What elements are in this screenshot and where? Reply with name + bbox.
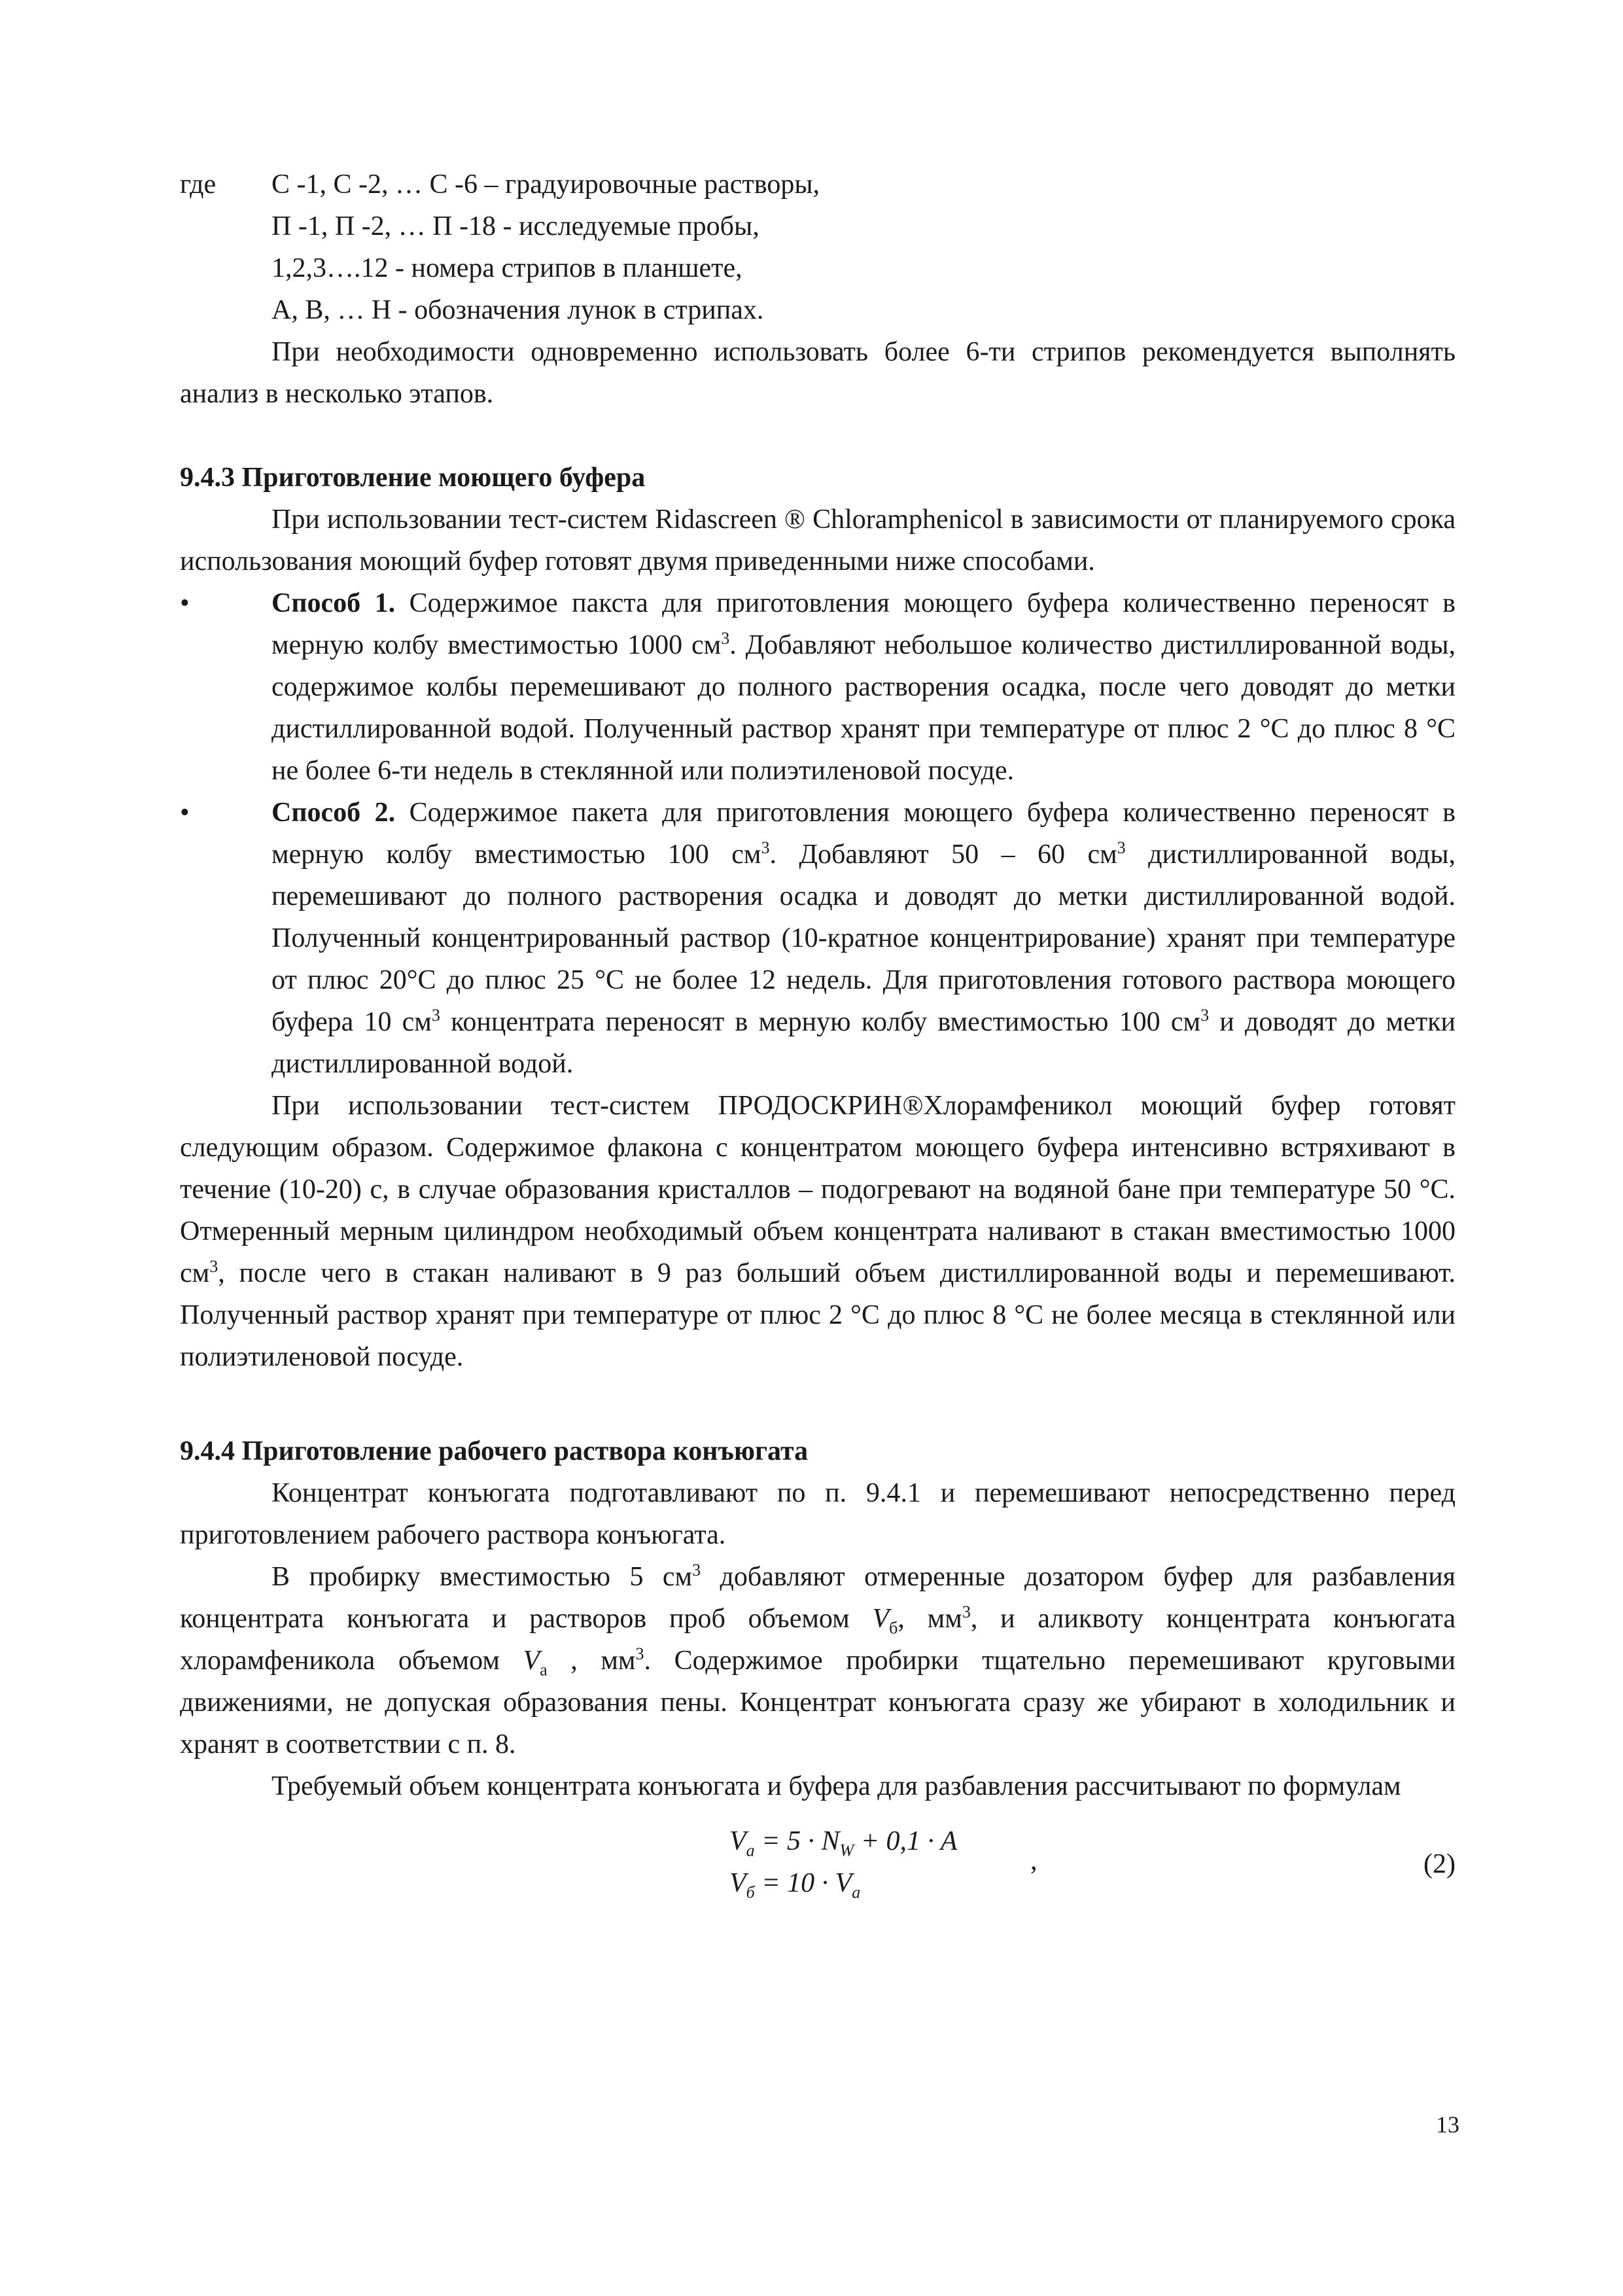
text-span: , после чего в стакан наливают в 9 раз больший объем дистиллированной воды и перемешивают. Полученный раствор хранят при температуре от плюс 2 °С до плюс 8 °С не более месяца в стеклянной или полиэтиленовой посуде.	[180, 1258, 1456, 1372]
formula-sub: б	[746, 1882, 755, 1902]
superscript: 3	[635, 1644, 644, 1663]
method-1-item	[180, 582, 1456, 792]
section-944-p3: Требуемый объем концентрата конъюгата и буфера для разбавления рассчитывают по формулам	[271, 1771, 1401, 1801]
section-heading-944: 9.4.4 Приготовление рабочего раствора конъюгата	[180, 1436, 809, 1466]
superscript: 3	[761, 838, 770, 857]
superscript: 3	[962, 1602, 971, 1621]
superscript: 3	[431, 1006, 440, 1025]
legend-line: А, В, … Н - обозначения лунок в стрипах.	[271, 295, 764, 325]
formula-block	[180, 1814, 1456, 1912]
superscript: 3	[1117, 838, 1126, 857]
formula-line-1	[729, 1820, 957, 1862]
page-number: 13	[1436, 2111, 1459, 2138]
text-span: . Добавляют 50 – 60 см	[769, 839, 1117, 870]
section-944-p2	[180, 1556, 1456, 1765]
formula-text: + 0,1 · A	[854, 1826, 958, 1856]
prodoskrin-paragraph	[180, 1085, 1456, 1378]
text-span: . Добавляют небольшое количество дистиллированной воды, содержимое колбы перемешивают до полного растворения осадка, после чего доводят до метки дистиллированной водой. Полученный раствор хранят при температуре от плюс 2 °С до плюс 8 °С не более 6-ти недель в стеклянной или полиэтиленовой посуде.	[271, 630, 1456, 786]
formula-comma: ,	[1030, 1846, 1038, 1876]
text-span: концентрата переносят в мерную колбу вместимостью 100 см	[440, 1007, 1201, 1037]
formula-sub: a	[852, 1882, 861, 1902]
text-span: В пробирку вместимостью 5 см	[271, 1562, 693, 1592]
formula-var: V	[729, 1868, 746, 1898]
formula-sub: a	[746, 1841, 755, 1860]
formula-text: = 5 · N	[754, 1826, 840, 1856]
intro-paragraph: При необходимости одновременно использовать более 6-ти стрипов рекомендуется выполнять анализ в несколько этапов.	[180, 337, 1456, 409]
text-span: . Содержимое пробирки тщательно перемешивают круговыми движениями, не допуская образования пены. Концентрат конъюгата сразу же убирают в холодильник и хранят в соответствии с п. 8.	[180, 1646, 1456, 1759]
variable: V	[523, 1646, 540, 1676]
formula-number: (2)	[1423, 1849, 1456, 1879]
formula-line-2	[729, 1862, 957, 1904]
formula-sub: W	[839, 1841, 854, 1860]
legend-line: П -1, П -2, … П -18 - исследуемые пробы,	[271, 211, 759, 241]
legend-lines	[271, 164, 1456, 331]
superscript: 3	[209, 1257, 218, 1276]
text-span: Содержимое пакста для приготовления моющего буфера количественно переносят в мерную колбу вместимостью 1000 см	[271, 588, 1456, 660]
section-944-p1: Концентрат конъюгата подготавливают по п. 9.4.1 и перемешивают непосредственно перед приготовлением рабочего раствора конъюгата.	[180, 1478, 1456, 1550]
formula-var: V	[729, 1826, 746, 1856]
method-1-label: Способ 1.	[271, 588, 396, 618]
legend-key: где	[180, 169, 217, 200]
method-2-label: Способ 2.	[271, 798, 396, 828]
text-span: добавляют отмеренные дозатором буфер для разбавления концентрата конъюгата и растворов проб объемом	[180, 1562, 1456, 1634]
subscript: б	[889, 1618, 898, 1638]
bullet-icon: •	[180, 588, 190, 618]
text-span: , мм	[547, 1646, 636, 1676]
formula-lines	[729, 1820, 957, 1904]
method-1-text	[271, 582, 1456, 792]
superscript: 3	[1200, 1006, 1210, 1025]
method-2-text	[271, 792, 1456, 1085]
method-2-item	[180, 792, 1456, 1085]
text-span: При использовании тест-систем ПРОДОСКРИН®Хлорамфеникол моющий буфер готовят следующим образом. Содержимое флакона с концентратом моющего буфера интенсивно встряхивают в течение (10-20) с, в случае образования кристаллов – подогревают на водяной бане при температуре 50 °С. Отмеренный мерным цилиндром необходимый объем концентрата наливают в стакан вместимостью 1000 см	[180, 1091, 1456, 1288]
bullet-icon: •	[180, 798, 190, 828]
variable: V	[872, 1604, 890, 1634]
superscript: 3	[721, 629, 730, 648]
legend-line: С -1, С -2, … С -6 – градуировочные растворы,	[271, 169, 820, 200]
text-span: дистиллированной воды, перемешивают до полного растворения осадка и доводят до метки дистиллированной водой. Полученный концентрированный раствор (10-кратное концентрирование) хранят при температуре от плюс 20°С до плюс 25 °С не более 12 недель. Для приготовления готового раствора моющего буфера 10 см	[271, 839, 1456, 1037]
legend-line: 1,2,3….12 - номера стрипов в планшете,	[271, 253, 742, 283]
text-span: и доводят до метки дистиллированной водой.	[271, 1007, 1456, 1079]
subscript: a	[540, 1660, 548, 1680]
section-943-intro: При использовании тест-систем Ridascreen ® Chloramphenicol в зависимости от планируемого срока использования моющий буфер готовят двумя приведенными ниже способами.	[180, 504, 1456, 576]
superscript: 3	[692, 1561, 701, 1580]
text-span: , мм	[898, 1604, 962, 1634]
document-page	[180, 164, 1456, 1912]
formula-text: = 10 · V	[754, 1868, 852, 1898]
section-heading-943: 9.4.3 Приготовление моющего буфера	[180, 463, 646, 493]
text-span: Содержимое пакета для приготовления моющего буфера количественно переносят в мерную колбу вместимостью 100 см	[271, 798, 1456, 870]
legend	[180, 164, 1456, 331]
text-span: , и аликвоту концентрата конъюгата хлорамфеникола объемом	[180, 1604, 1456, 1676]
